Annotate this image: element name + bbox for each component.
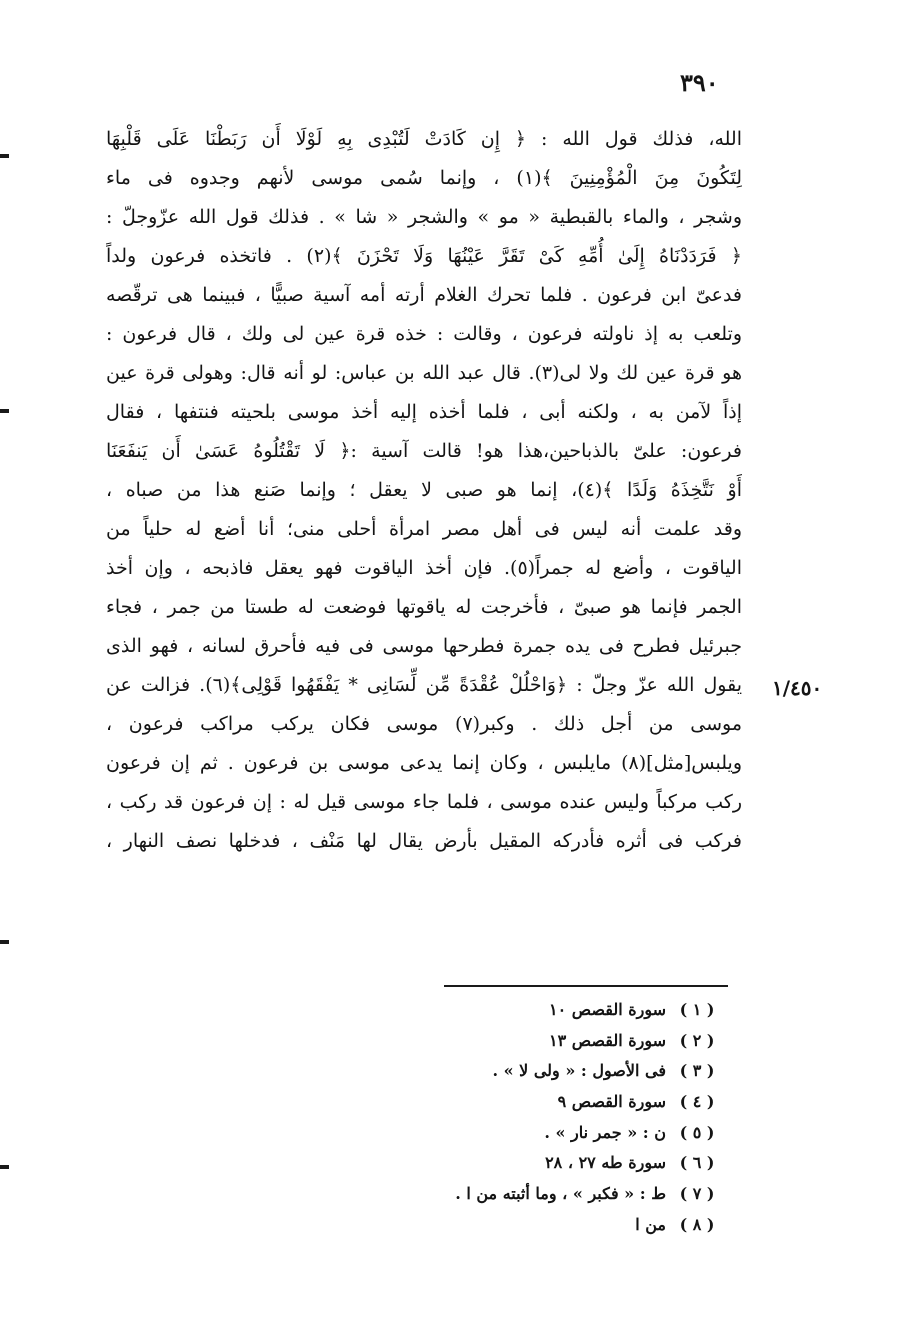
footnote-separator: [444, 985, 728, 987]
text-line: ركب مركباً وليس عنده موسى ، فلما جاء موسى قيل له : إن فرعون قد ركب ،: [106, 791, 742, 813]
text-line: موسى من أجل ذلك . وكبر(٧) موسى فكان يركب مراكب فرعون ،: [106, 713, 742, 735]
footnote-number: ( ٢ ): [679, 1030, 715, 1050]
text-line: جبرئيل فطرح فى يده جمرة فطرحها موسى فى فيه فأحرق لسانه ، فهو الذى: [106, 635, 742, 657]
footnote-number: ( ١ ): [679, 1000, 715, 1019]
footnote-text: سورة القصص ٩: [557, 1092, 666, 1112]
footnote-number: ( ٧ ): [679, 1184, 715, 1204]
text-line: إذاً لآمن به ، ولكنه أبى ، فلما أخذه إليه أخذ موسى بلحيته فنتفها ، فقال: [106, 401, 742, 423]
text-line: فركب فى أثره فأدركه المقيل بأرض يقال لها مَنْف ، فدخلها نصف النهار ،: [106, 830, 742, 852]
footnote-text: فى الأصول : « ولى لا » .: [492, 1061, 666, 1081]
footnote-item: [380, 1056, 720, 1087]
text-line: الياقوت ، وأضع له جمراً(٥). فإن أخذ الياقوت فهو يعقل فاذبحه ، وإن أخذ: [106, 557, 742, 579]
footnote-text: ن : « جمر نار » .: [544, 1122, 666, 1142]
page-number: ٣٩٠: [680, 68, 719, 97]
scan-edge-mark: [0, 154, 9, 158]
text-line: ويلبس[مثل](٨) مايلبس ، وكان إنما يدعى موسى بن فرعون . ثم إن فرعون: [106, 752, 742, 774]
scan-edge-mark: [0, 1165, 9, 1169]
footnote-item: [380, 1210, 720, 1241]
text-line: وتلعب به إذ ناولته فرعون ، وقالت : خذه قرة عين لى ولك ، قال فرعون :: [106, 323, 742, 345]
footnote-item: [380, 1118, 720, 1149]
footnotes: [380, 995, 720, 1241]
scan-edge-mark: [0, 409, 9, 413]
footnote-text: من ا: [635, 1214, 666, 1234]
footnote-number: ( ٣ ): [679, 1061, 715, 1081]
text-line: لِتَكُونَ مِنَ الْمُؤْمِنِينَ ﴾(١) ، وإنما سُمى موسى لأنهم وجدوه فى ماء: [106, 167, 742, 189]
footnote-number: ( ٥ ): [679, 1122, 715, 1142]
scan-edge-mark: [0, 940, 9, 944]
footnote-text: سورة القصص ١٣: [549, 1030, 666, 1050]
body-text: [106, 120, 742, 861]
text-line: يقول الله عزّ وجلّ : ﴿وَاحْلُلْ عُقْدَةً مِّن لِّسَانِى * يَفْقَهُوا قَوْلِى﴾(٦). فزالت عن: [106, 674, 742, 696]
footnote-number: ( ٨ ): [679, 1214, 715, 1234]
footnote-text: ط : « فكبر » ، وما أثبته من ا .: [455, 1184, 666, 1204]
footnote-text: سورة طه ٢٧ ، ٢٨: [545, 1153, 666, 1173]
footnote-item: [380, 1148, 720, 1179]
text-line: وقد علمت أنه ليس فى أهل مصر امرأة أحلى منى؛ أنا أضع له حلياً من: [106, 518, 742, 540]
text-line: فدعىّ ابن فرعون . فلما تحرك الغلام أرته أمه آسية صبيًّا ، فبينما هى ترقّصه: [106, 284, 742, 306]
footnote-item: [380, 1087, 720, 1118]
footnote-item: [380, 1026, 720, 1057]
margin-reference: ١/٤٥٠: [772, 676, 823, 700]
footnote-number: ( ٤ ): [679, 1092, 715, 1112]
footnote-text: سورة القصص ١٠: [549, 1000, 666, 1019]
footnote-number: ( ٦ ): [679, 1153, 715, 1173]
footnote-item: [380, 1179, 720, 1210]
text-line: الله، فذلك قول الله : ﴿ إِن كَادَتْ لَتُبْدِى بِهِ لَوْلَا أَن رَبَطْنَا عَلَى قَلْبِهَا: [106, 128, 742, 150]
footnote-item: [380, 995, 720, 1026]
text-line: وشجر ، والماء بالقبطية « مو » والشجر « شا » . فذلك قول الله عزّوجلّ :: [106, 206, 742, 228]
text-line: ﴿ فَرَدَدْنَاهُ إِلَىٰ أُمِّهِ كَىْ تَقَرَّ عَيْنُهَا وَلَا تَحْزَنَ ﴾(٢) . فاتخذه فرعون ولداً: [106, 245, 742, 267]
text-line: أَوْ نَتَّخِذَهُ وَلَدًا ﴾(٤)، إنما هو صبى لا يعقل ؛ وإنما صَنع هذا من صباه ،: [106, 479, 742, 501]
text-line: فرعون: علىّ بالذباحين،هذا هو! قالت آسية :﴿ لَا تَقْتُلُوهُ عَسَىٰ أَن يَنفَعَنَا: [106, 440, 742, 462]
text-line: هو قرة عين لك ولا لى(٣). قال عبد الله بن عباس: لو أنه قال: وهولى قرة عين: [106, 362, 742, 384]
text-line: الجمر فإنما هو صبىّ ، فأخرجت له ياقوتها فوضعت له طستا من جمر ، فجاء: [106, 596, 742, 618]
